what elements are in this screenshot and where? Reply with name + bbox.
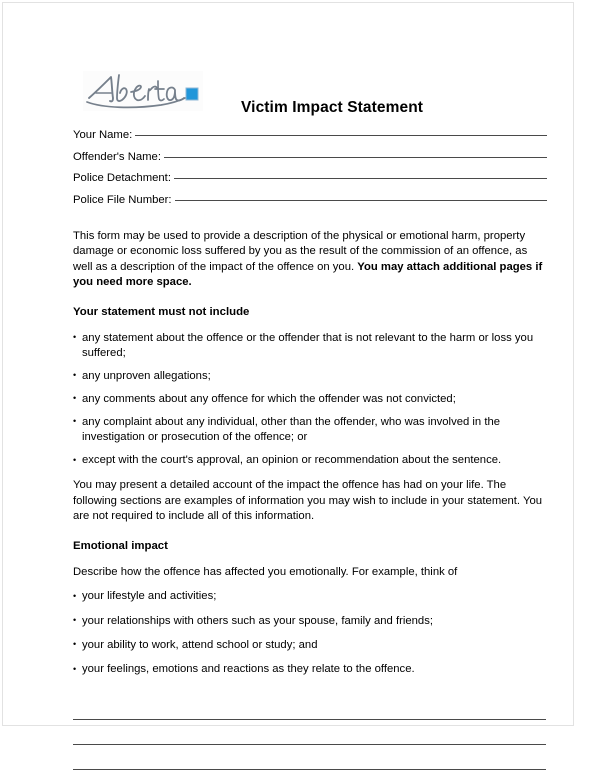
document-header	[3, 63, 575, 121]
detailed-account-paragraph: You may present a detailed account of the impact the offence has had on your life. The following sections are examples of information you may wish to include in your statement. You are not required to include all of this information.	[73, 478, 547, 524]
police-file-number-input[interactable]	[175, 192, 547, 203]
list-item: • any statement about the offence or the offender that is not relevant to the harm or loss you suffered;	[73, 331, 547, 362]
form-fields	[73, 127, 547, 213]
police-file-number-label: Police File Number:	[73, 193, 172, 208]
field-row-police-file-number	[73, 192, 547, 214]
must-not-include-heading: Your statement must not include	[73, 305, 547, 320]
page-title: Victim Impact Statement	[241, 99, 423, 117]
document-body	[73, 127, 547, 770]
offenders-name-input[interactable]	[164, 149, 547, 160]
field-row-offenders-name	[73, 149, 547, 171]
your-name-input[interactable]	[135, 127, 547, 138]
your-name-label: Your Name:	[73, 128, 132, 143]
intro-text: This form may be used to provide a description of the physical or emotional harm, property damage or economic loss suffered by you as the result of the commission of an offence, as well as a description of the impact of the offence on you.	[73, 230, 527, 273]
list-item: • your relationships with others such as your spouse, family and friends;	[73, 614, 547, 629]
list-item: • your feelings, emotions and reactions as they relate to the offence.	[73, 662, 547, 677]
intro-paragraph	[73, 229, 547, 291]
writing-line[interactable]	[73, 720, 547, 745]
answer-writing-area	[73, 695, 547, 770]
police-detachment-label: Police Detachment:	[73, 171, 171, 186]
list-item: • any comments about any offence for which the offender was not convicted;	[73, 392, 547, 407]
emotional-impact-intro: Describe how the offence has affected you emotionally. For example, think of	[73, 565, 547, 580]
alberta-logo	[83, 71, 203, 111]
field-row-your-name	[73, 127, 547, 149]
list-item: • any unproven allegations;	[73, 369, 547, 384]
intro-text-bold: You may attach additional pages if you need more space.	[73, 261, 542, 288]
list-item: • except with the court's approval, an opinion or recommendation about the sentence.	[73, 453, 547, 468]
emotional-impact-heading: Emotional impact	[73, 539, 547, 554]
field-row-police-detachment	[73, 170, 547, 192]
list-item: • any complaint about any individual, other than the offender, who was involved in the investigation or prosecution of the offence; or	[73, 415, 547, 446]
writing-line[interactable]	[73, 745, 547, 770]
must-not-include-list	[73, 331, 547, 469]
offenders-name-label: Offender's Name:	[73, 150, 161, 165]
emotional-impact-list	[73, 589, 547, 678]
writing-line[interactable]	[73, 695, 547, 720]
alberta-wordmark-icon	[83, 71, 203, 111]
list-item: • your lifestyle and activities;	[73, 589, 547, 604]
document-page	[2, 2, 574, 726]
alberta-logo-square	[186, 88, 198, 100]
list-item: • your ability to work, attend school or study; and	[73, 638, 547, 653]
police-detachment-input[interactable]	[174, 170, 547, 181]
